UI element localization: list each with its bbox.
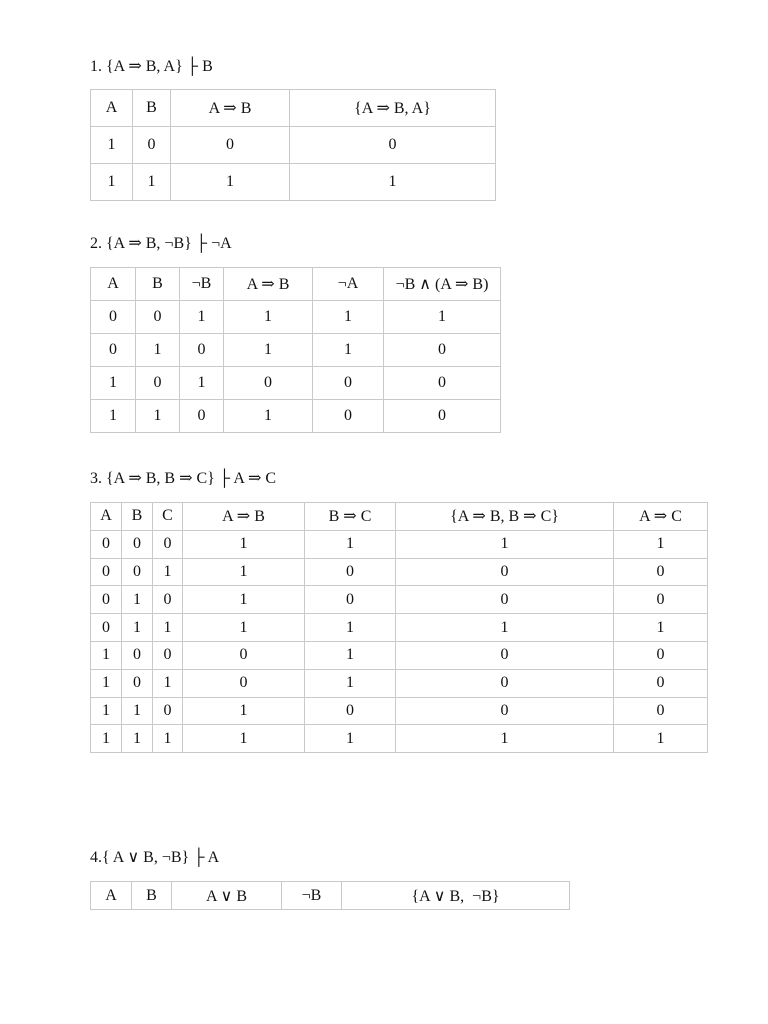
table-cell: 1 bbox=[224, 400, 313, 433]
table-cell: 0 bbox=[396, 641, 614, 669]
header-cell: B bbox=[133, 90, 171, 127]
table-cell: 0 bbox=[305, 697, 396, 725]
table-cell: 0 bbox=[136, 367, 180, 400]
header-cell: B bbox=[136, 268, 180, 301]
section-3-title: 3. {A ⇒ B, B ⇒ C} ├ A ⇒ C bbox=[90, 470, 277, 487]
table-cell: 1 bbox=[122, 586, 153, 614]
table-cell: 0 bbox=[171, 127, 290, 164]
table-cell: 1 bbox=[153, 558, 183, 586]
section-1-title: 1. {A ⇒ B, A} ├ B bbox=[90, 58, 213, 75]
table-cell: 0 bbox=[180, 400, 224, 433]
header-cell: ¬B bbox=[282, 882, 342, 910]
table-cell: 1 bbox=[91, 164, 133, 201]
table-cell: 1 bbox=[136, 400, 180, 433]
table-cell: 1 bbox=[122, 697, 153, 725]
table-cell: 0 bbox=[153, 530, 183, 558]
header-cell: {A ⇒ B, A} bbox=[290, 90, 496, 127]
header-cell: {A ⇒ B, B ⇒ C} bbox=[396, 503, 614, 531]
table-row bbox=[91, 558, 708, 586]
table-cell: 1 bbox=[153, 725, 183, 753]
table-cell: 0 bbox=[614, 641, 708, 669]
table-cell: 1 bbox=[614, 614, 708, 642]
table-row bbox=[91, 367, 501, 400]
table-cell: 1 bbox=[396, 725, 614, 753]
table-cell: 0 bbox=[91, 586, 122, 614]
table-row bbox=[91, 400, 501, 433]
table-row bbox=[91, 669, 708, 697]
table-cell: 1 bbox=[153, 614, 183, 642]
table-cell: 0 bbox=[91, 558, 122, 586]
table-cell: 0 bbox=[396, 586, 614, 614]
table-cell: 1 bbox=[91, 367, 136, 400]
table-cell: 1 bbox=[91, 669, 122, 697]
table-row bbox=[91, 586, 708, 614]
table-cell: 1 bbox=[91, 400, 136, 433]
header-cell: A ⇒ B bbox=[171, 90, 290, 127]
table-cell: 0 bbox=[305, 558, 396, 586]
table-cell: 0 bbox=[614, 669, 708, 697]
table-cell: 0 bbox=[313, 367, 384, 400]
table-cell: 0 bbox=[183, 641, 305, 669]
table-cell: 0 bbox=[614, 697, 708, 725]
table-cell: 1 bbox=[91, 641, 122, 669]
table-cell: 1 bbox=[91, 725, 122, 753]
table-row bbox=[91, 725, 708, 753]
table-cell: 0 bbox=[91, 614, 122, 642]
table-cell: 0 bbox=[91, 530, 122, 558]
table-cell: 0 bbox=[153, 586, 183, 614]
table-cell: 1 bbox=[224, 334, 313, 367]
table-row bbox=[91, 301, 501, 334]
truth-table-2 bbox=[90, 267, 501, 433]
table-cell: 1 bbox=[180, 367, 224, 400]
table-cell: 0 bbox=[133, 127, 171, 164]
table-cell: 1 bbox=[313, 334, 384, 367]
truth-table-1 bbox=[90, 89, 496, 201]
table-cell: 1 bbox=[91, 127, 133, 164]
table-cell: 1 bbox=[313, 301, 384, 334]
table-cell: 1 bbox=[133, 164, 171, 201]
table-cell: 0 bbox=[224, 367, 313, 400]
table-cell: 0 bbox=[396, 669, 614, 697]
table-cell: 1 bbox=[305, 614, 396, 642]
table-cell: 0 bbox=[122, 669, 153, 697]
table-header-row bbox=[91, 90, 496, 127]
table-cell: 1 bbox=[171, 164, 290, 201]
table-header-row bbox=[91, 268, 501, 301]
table-cell: 1 bbox=[183, 586, 305, 614]
table-cell: 1 bbox=[396, 614, 614, 642]
table-cell: 0 bbox=[153, 697, 183, 725]
table-cell: 0 bbox=[122, 558, 153, 586]
table-cell: 1 bbox=[614, 725, 708, 753]
table-cell: 1 bbox=[305, 530, 396, 558]
table-row bbox=[91, 530, 708, 558]
table-cell: 0 bbox=[396, 697, 614, 725]
table-cell: 0 bbox=[384, 367, 501, 400]
table-header-row bbox=[91, 882, 570, 910]
header-cell: ¬A bbox=[313, 268, 384, 301]
table-cell: 1 bbox=[396, 530, 614, 558]
header-cell: B bbox=[132, 882, 172, 910]
header-cell: A bbox=[91, 90, 133, 127]
header-cell: {A ∨ B, ¬B} bbox=[342, 882, 570, 910]
header-cell: ¬B ∧ (A ⇒ B) bbox=[384, 268, 501, 301]
section-4-title: 4.{ A ∨ B, ¬B} ├ A bbox=[90, 849, 220, 866]
table-cell: 1 bbox=[136, 334, 180, 367]
table-cell: 0 bbox=[384, 334, 501, 367]
table-cell: 1 bbox=[180, 301, 224, 334]
header-cell: C bbox=[153, 503, 183, 531]
header-cell: A bbox=[91, 268, 136, 301]
table-cell: 0 bbox=[91, 334, 136, 367]
table-cell: 1 bbox=[384, 301, 501, 334]
table-cell: 0 bbox=[396, 558, 614, 586]
header-cell: A ⇒ B bbox=[183, 503, 305, 531]
table-cell: 0 bbox=[180, 334, 224, 367]
table-cell: 1 bbox=[183, 530, 305, 558]
table-cell: 1 bbox=[305, 725, 396, 753]
table-cell: 0 bbox=[313, 400, 384, 433]
table-cell: 1 bbox=[183, 697, 305, 725]
table-cell: 0 bbox=[122, 530, 153, 558]
table-cell: 1 bbox=[290, 164, 496, 201]
table-cell: 1 bbox=[305, 641, 396, 669]
table-row bbox=[91, 334, 501, 367]
table-cell: 1 bbox=[183, 614, 305, 642]
header-cell: A ⇒ C bbox=[614, 503, 708, 531]
table-row bbox=[91, 164, 496, 201]
table-cell: 1 bbox=[614, 530, 708, 558]
table-row bbox=[91, 614, 708, 642]
table-cell: 1 bbox=[122, 725, 153, 753]
table-cell: 0 bbox=[91, 301, 136, 334]
table-row bbox=[91, 641, 708, 669]
table-cell: 0 bbox=[136, 301, 180, 334]
header-cell: A ⇒ B bbox=[224, 268, 313, 301]
header-cell: A ∨ B bbox=[172, 882, 282, 910]
table-cell: 1 bbox=[183, 725, 305, 753]
table-cell: 0 bbox=[384, 400, 501, 433]
table-cell: 0 bbox=[153, 641, 183, 669]
table-cell: 1 bbox=[91, 697, 122, 725]
header-cell: B bbox=[122, 503, 153, 531]
table-row bbox=[91, 697, 708, 725]
truth-table-4 bbox=[90, 881, 570, 910]
truth-table-3 bbox=[90, 502, 708, 753]
table-cell: 0 bbox=[290, 127, 496, 164]
table-header-row bbox=[91, 503, 708, 531]
table-cell: 0 bbox=[122, 641, 153, 669]
table-cell: 0 bbox=[614, 558, 708, 586]
table-cell: 0 bbox=[183, 669, 305, 697]
table-cell: 1 bbox=[224, 301, 313, 334]
table-cell: 0 bbox=[305, 586, 396, 614]
header-cell: A bbox=[91, 503, 122, 531]
section-2-title: 2. {A ⇒ B, ¬B} ├ ¬A bbox=[90, 235, 232, 252]
header-cell: B ⇒ C bbox=[305, 503, 396, 531]
table-cell: 1 bbox=[122, 614, 153, 642]
header-cell: A bbox=[91, 882, 132, 910]
table-cell: 1 bbox=[153, 669, 183, 697]
table-cell: 1 bbox=[305, 669, 396, 697]
table-row bbox=[91, 127, 496, 164]
header-cell: ¬B bbox=[180, 268, 224, 301]
table-cell: 0 bbox=[614, 586, 708, 614]
table-cell: 1 bbox=[183, 558, 305, 586]
